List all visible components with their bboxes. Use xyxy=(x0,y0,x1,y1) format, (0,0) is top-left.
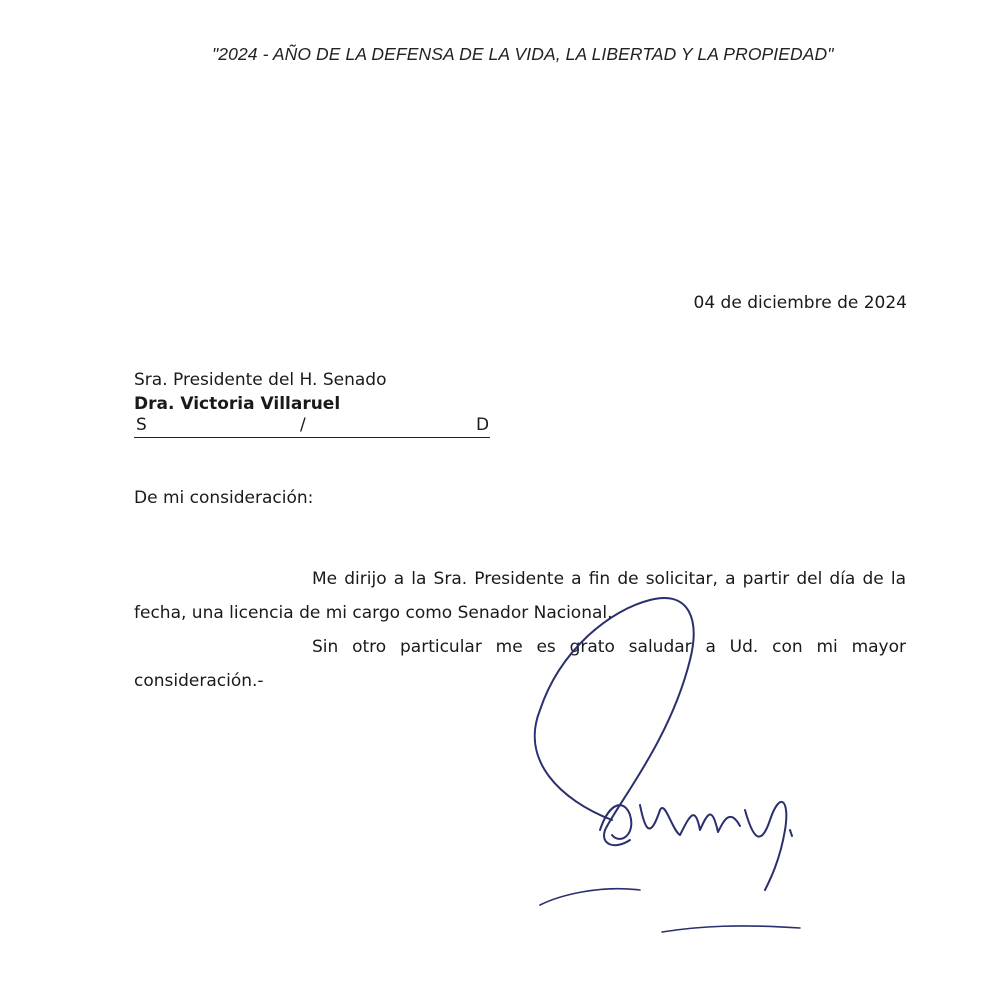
letter-body xyxy=(134,562,906,698)
sd-right: D xyxy=(476,415,490,435)
paragraph-closing: Sin otro particular me es grato saludar a Ud. con mi mayor consideración.- xyxy=(134,637,906,691)
recipient-title: Sra. Presidente del H. Senado xyxy=(134,370,387,390)
recipient-name: Dra. Victoria Villaruel xyxy=(134,394,341,414)
sd-left: S xyxy=(136,415,147,435)
header-motto: "2024 - AÑO DE LA DEFENSA DE LA VIDA, LA LIBERTAD Y LA PROPIEDAD" xyxy=(212,44,834,64)
paragraph-request: Me dirijo a la Sra. Presidente a fin de solicitar, a partir del día de la fecha, una licencia de mi cargo como Senador Nacional. xyxy=(134,569,906,623)
greeting: De mi consideración: xyxy=(134,488,314,508)
letter-date: 04 de diciembre de 2024 xyxy=(693,293,907,313)
recipient-block xyxy=(134,368,386,416)
su-despacho-line xyxy=(134,415,490,438)
sd-middle: / xyxy=(300,415,306,435)
